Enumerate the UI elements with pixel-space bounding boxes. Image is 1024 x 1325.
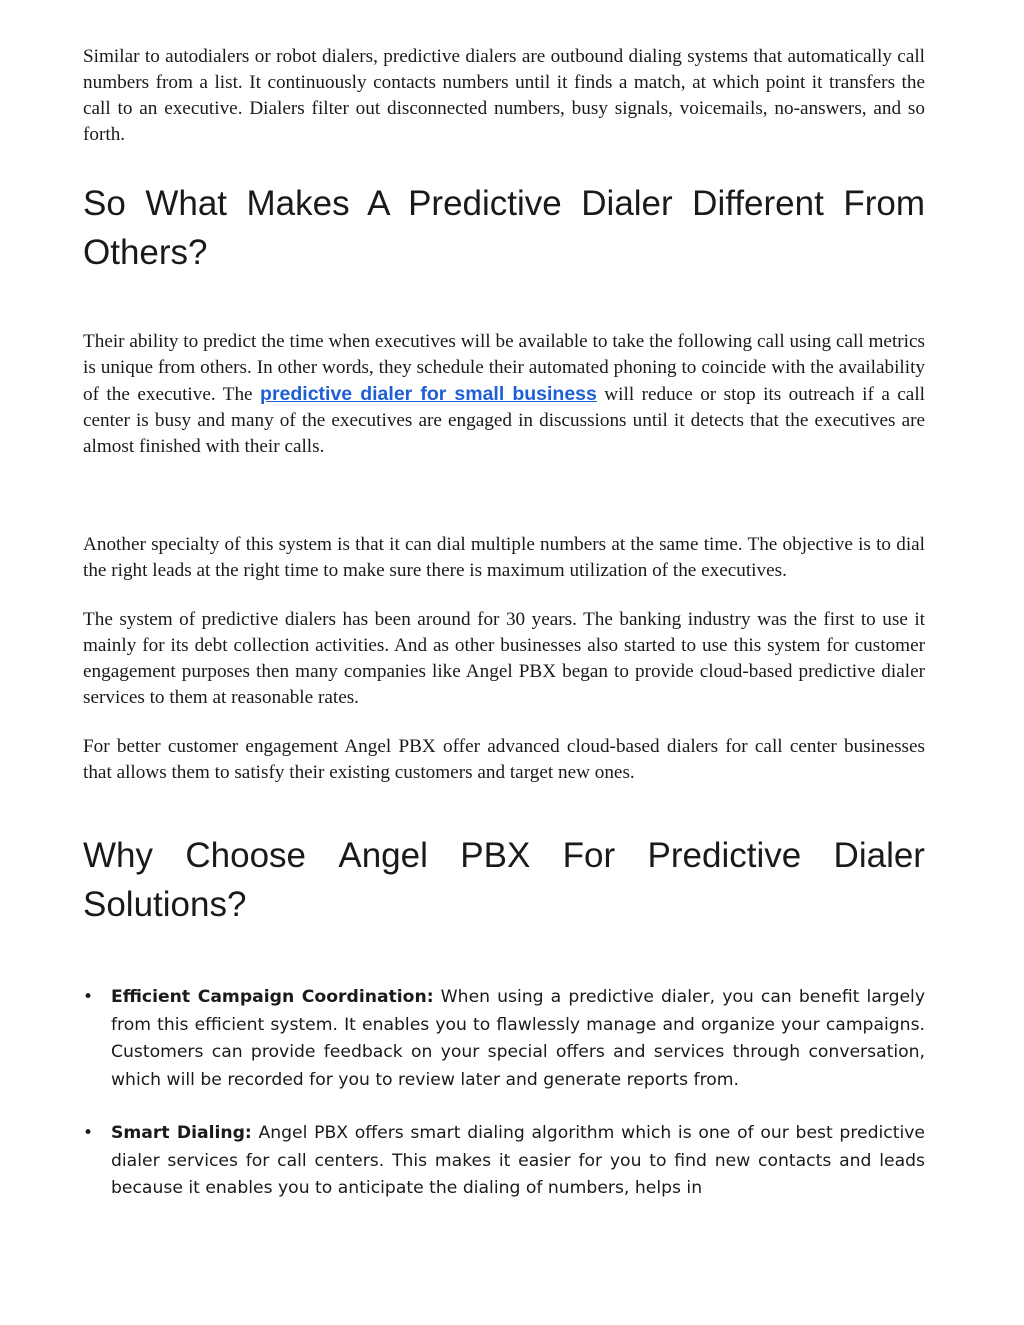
list-item-efficient-campaign <box>83 984 925 1094</box>
heading-word: Dialer <box>833 836 925 875</box>
ability-text-after: will reduce or stop its outreach if a call center is busy and many of the executives are engaged in discussions until it detects that the executives are almost finished with their calls. <box>83 384 925 457</box>
intro-paragraph: Similar to autodialers or robot dialers, predictive dialers are outbound dialing systems that automatically call numbers from a list. It continuously contacts numbers until it finds a match, at which point it transfers the call to an executive. Dialers filter out disconnected numbers, busy signals, voicemails, no-answers, and so forth. <box>83 46 925 145</box>
bullet-icon: • <box>83 987 94 1007</box>
heading-word: Choose <box>185 836 306 875</box>
heading-predictive-dialer-different: So What Makes A Predictive Dialer Different From Others? <box>83 184 925 272</box>
ability-text-before: Their ability to predict the time when executives will be available to take the following call using call metrics is unique from others. In other words, they schedule their automated phoning to coincide with the availability of the executive. The <box>83 331 925 405</box>
list-item-text: Angel PBX offers smart dialing algorithm which is one of our best predictive dialer services for call centers. This makes it easier for you to find new contacts and leads because it enables you to anticipate the dialing of numbers, helps in <box>111 1123 926 1198</box>
predictive-dialer-link[interactable]: predictive dialer for small business <box>260 383 597 405</box>
heading-word: Angel <box>338 836 428 875</box>
bullet-icon: • <box>83 1123 94 1143</box>
heading-why-choose-angel-pbx <box>83 831 925 929</box>
heading-word: PBX <box>460 836 531 875</box>
heading-line-2: Solutions? <box>83 885 247 924</box>
heading-word: Why <box>83 836 153 875</box>
features-list <box>83 984 925 1203</box>
list-item-text: When using a predictive dialer, you can benefit largely from this efficient system. It enables you to flawlessly manage and organize your campaigns. Customers can provide feedback on your special offers and services through conversation, which will be recorded for you to review later and generate reports from. <box>111 987 925 1090</box>
list-item-smart-dialing <box>83 1120 925 1203</box>
heading-line-1 <box>83 831 925 880</box>
heading-word: Predictive <box>647 836 802 875</box>
ability-paragraph <box>83 329 925 460</box>
document-page <box>83 44 925 1203</box>
history-paragraph: The system of predictive dialers has been around for 30 years. The banking industry was the first to use it mainly for its debt collection activities. And as other businesses also started to use this system for customer engagement purposes then many companies like Angel PBX began to provide cloud-based predictive dialer services to them at reasonable rates. <box>83 609 925 708</box>
list-item-title: Smart Dialing: <box>111 1123 252 1143</box>
specialty-paragraph: Another specialty of this system is that it can dial multiple numbers at the same time. The objective is to dial the right leads at the right time to make sure there is maximum utilization of the executives. <box>83 534 925 581</box>
heading-word: For <box>562 836 616 875</box>
better-engagement-paragraph: For better customer engagement Angel PBX offer advanced cloud-based dialers for call center businesses that allows them to satisfy their existing customers and target new ones. <box>83 736 925 783</box>
list-item-title: Efficient Campaign Coordination: <box>111 987 434 1007</box>
